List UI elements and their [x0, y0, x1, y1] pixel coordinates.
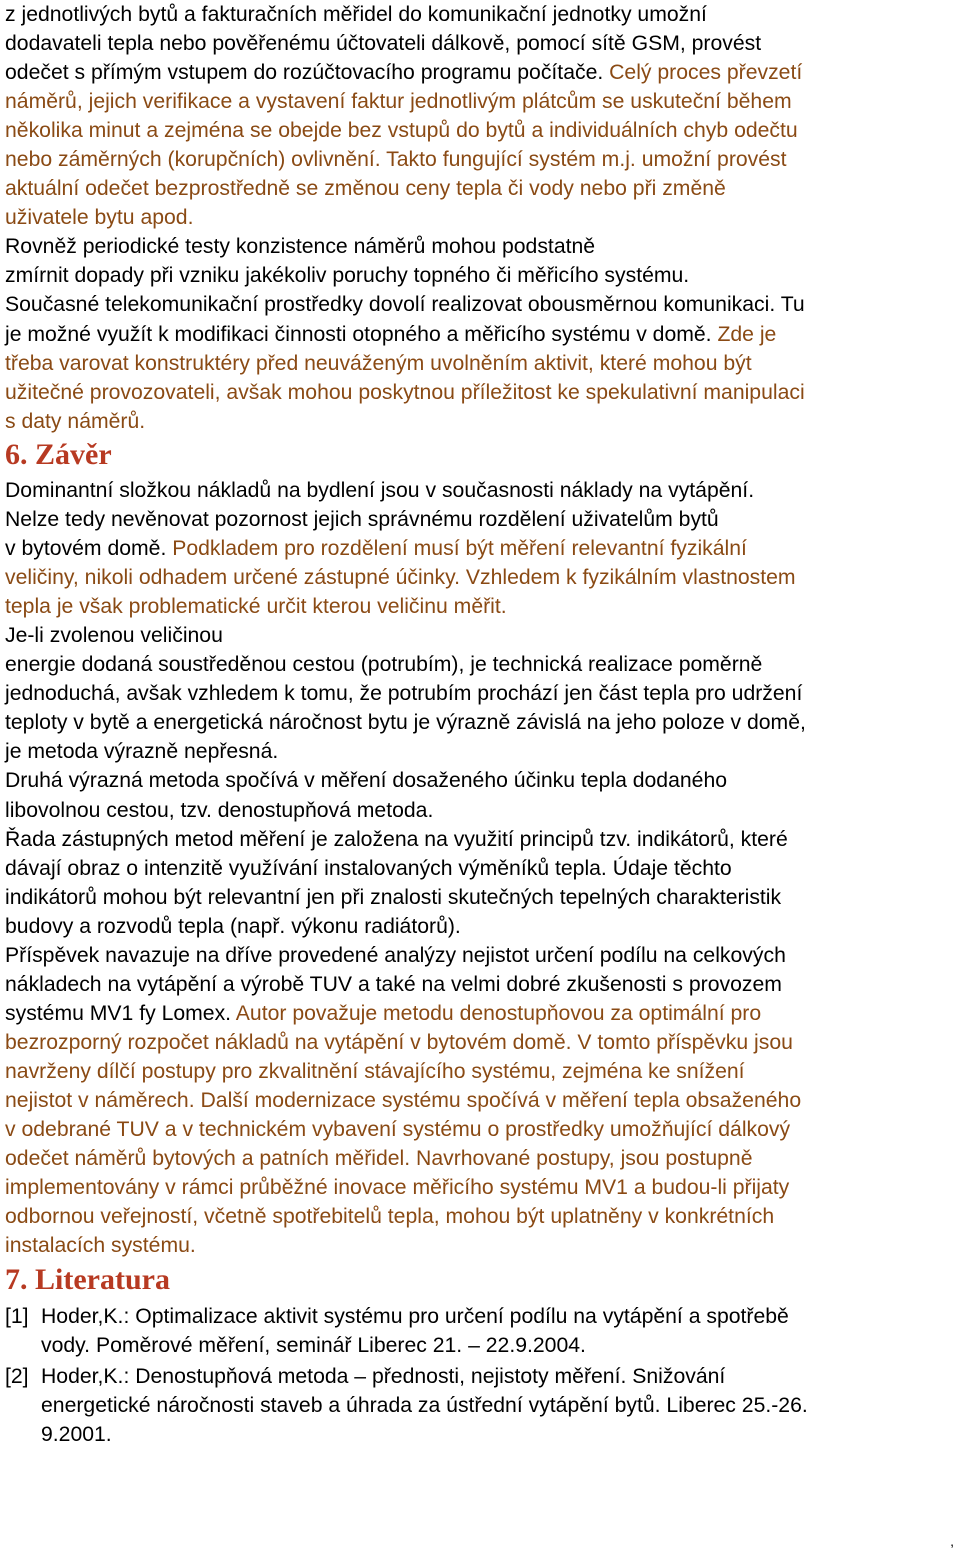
highlighted-text-segment: v odebrané TUV a v technickém vybavení systému o prostředky umožňující dálkový: [5, 1118, 791, 1142]
text-segment: Řada zástupných metod měření je založena na využití principů tzv. indikátorů, které: [5, 827, 788, 851]
text-segment: Současné telekomunikační prostředky dovolí realizovat obousměrnou komunikaci. Tu: [5, 293, 805, 317]
text-line: [5, 29, 805, 58]
reference-number: [2]: [5, 1365, 29, 1389]
text-line: [5, 232, 805, 261]
text-line: [5, 883, 806, 912]
highlighted-text-segment: odbornou veřejností, včetně spotřebitelů tepla, mohou být uplatněny v konkrétních: [5, 1205, 775, 1229]
text-segment: v bytovém domě.: [5, 537, 173, 561]
section-7-heading: 7. Literatura: [5, 1263, 170, 1296]
highlighted-text-segment: s daty náměrů.: [5, 409, 146, 433]
text-line: [5, 1231, 806, 1260]
text-segment: libovolnou cestou, tzv. denostupňová metoda.: [5, 798, 434, 822]
text-line: [5, 145, 805, 174]
text-segment: je metoda výrazně nepřesná.: [5, 740, 279, 764]
text-line: [5, 766, 806, 795]
text-line: [5, 378, 805, 407]
text-segment: Je-li zvolenou veličinou: [5, 624, 223, 648]
text-segment: Příspěvek navazuje na dříve provedené analýzy nejistot určení podílu na celkových: [5, 943, 786, 967]
text-line: [5, 534, 806, 563]
text-line: [5, 203, 805, 232]
text-line: [5, 407, 805, 436]
text-line: [5, 592, 806, 621]
highlighted-text-segment: nejistot v náměrech. Další modernizace systému spočívá v měření tepla obsaženého: [5, 1088, 802, 1112]
highlighted-text-segment: náměrů, jejich verifikace a vystavení faktur jednotlivým plátcům se uskuteční během: [5, 90, 792, 114]
text-line: [5, 941, 806, 970]
text-line: [5, 116, 805, 145]
reference-text: energetické náročnosti staveb a úhrada za ústřední vytápění bytů. Liberec 25.-26.: [41, 1394, 808, 1418]
text-line: [5, 1028, 806, 1057]
text-line: [5, 320, 805, 349]
highlighted-text-segment: Autor považuje metodu denostupňovou za optimální pro: [235, 1001, 762, 1025]
highlighted-text-segment: navrženy dílčí postupy pro zkvalitnění stávajícího systému, zejména ke snížení: [5, 1059, 745, 1083]
text-line: [5, 1173, 806, 1202]
text-segment: Rovněž periodické testy konzistence náměrů mohou podstatně: [5, 235, 596, 259]
text-segment: zmírnit dopady při vzniku jakékoliv poruchy topného či měřicího systému.: [5, 264, 690, 288]
text-line: [5, 708, 806, 737]
text-segment: energie dodaná soustředěnou cestou (potrubím), je technická realizace poměrně: [5, 653, 763, 677]
text-line: [5, 290, 805, 319]
highlighted-text-segment: implementovány v rámci průběžné inovace měřicího systému MV1 a budou-li přijaty: [5, 1176, 790, 1200]
text-segment: indikátorů mohou být relevantní jen při znalosti skutečných tepelných charakteristik: [5, 885, 782, 909]
text-line: [5, 58, 805, 87]
text-segment: z jednotlivých bytů a fakturačních měřidel do komunikační jednotky umožní: [5, 3, 707, 26]
text-segment: systému MV1 fy Lomex.: [5, 1001, 236, 1025]
text-line: [5, 0, 805, 29]
section-7: [5, 1262, 808, 1451]
highlighted-text-segment: Podkladem pro rozdělení musí být měření relevantní fyzikální: [172, 537, 747, 561]
reference-text: Hoder,K.: Optimalizace aktivit systému pro určení podílu na vytápění a spotřebě: [41, 1305, 789, 1328]
text-line: [5, 679, 806, 708]
highlighted-text-segment: několika minut a zejména se obejde bez vstupů do bytů a individuálních chyb odečtu: [5, 119, 798, 143]
highlighted-text-segment: veličiny, nikoli odhadem určené zástupné účinky. Vzhledem k fyzikálním vlastnostem: [5, 566, 796, 590]
text-segment: je možné využít k modifikaci činnosti otopného a měřicího systému v domě.: [5, 322, 718, 346]
text-segment: dávají obraz o intenzitě využívání instalovaných výměníků tepla. Údaje těchto: [5, 856, 732, 880]
text-line: [5, 1115, 806, 1144]
highlighted-text-segment: užitečné provozovateli, avšak mohou poskytnou příležitost ke spekulativní manipulaci: [5, 380, 805, 404]
text-line: [5, 970, 806, 999]
highlighted-text-segment: instalacích systému.: [5, 1234, 196, 1258]
text-segment: Nelze tedy nevěnovat pozornost jejich správnému rozdělení uživatelům bytů: [5, 508, 719, 532]
text-line: [5, 261, 805, 290]
reference-text: 9.2001.: [41, 1423, 112, 1447]
text-line: [5, 174, 805, 203]
reference-text: vody. Poměrové měření, seminář Liberec 21. – 22.9.2004.: [41, 1334, 586, 1358]
text-segment: Druhá výrazná metoda spočívá v měření dosaženého účinku tepla dodaného: [5, 769, 728, 793]
text-line: [5, 1086, 806, 1115]
text-segment: dodavateli tepla nebo pověřenému účtovateli dálkově, pomocí sítě GSM, provést: [5, 32, 762, 56]
reference-item: [5, 1302, 808, 1360]
text-line: [5, 737, 806, 766]
highlighted-text-segment: třeba varovat konstruktéry před neuváženým uvolněním aktivit, které mohou být: [5, 351, 752, 375]
text-segment: Dominantní složkou nákladů na bydlení jsou v současnosti náklady na vytápění.: [5, 479, 755, 502]
section-previous-text: [5, 0, 805, 436]
text-line: [5, 621, 806, 650]
reference-first-line: [5, 1362, 808, 1391]
text-line: [5, 563, 806, 592]
reference-first-line: [5, 1302, 808, 1331]
text-line: [5, 1144, 806, 1173]
highlighted-text-segment: uživatele bytu apod.: [5, 206, 194, 230]
highlighted-text-segment: bezrozporný rozpočet nákladů na vytápění v bytovém domě. V tomto příspěvku jsou: [5, 1030, 793, 1054]
highlighted-text-segment: nebo záměrných (korupčních) ovlivnění. Takto fungující systém m.j. umožní provést: [5, 148, 787, 172]
text-segment: jednoduchá, avšak vzhledem k tomu, že potrubím prochází jen část tepla pro udržení: [5, 682, 803, 706]
text-segment: budovy a rozvodů tepla (např. výkonu radiátorů).: [5, 914, 461, 938]
corner-mark: ,: [950, 1533, 954, 1549]
text-line: [5, 854, 806, 883]
text-line: [5, 1202, 806, 1231]
text-segment: nákladech na vytápění a výrobě TUV a také na velmi dobré zkušenosti s provozem: [5, 972, 782, 996]
text-segment: teploty v bytě a energetická náročnost bytu je výrazně závislá na jeho poloze v domě,: [5, 711, 806, 735]
text-line: [5, 796, 806, 825]
text-line: [5, 505, 806, 534]
reference-number: [1]: [5, 1305, 29, 1328]
section-6-heading: 6. Závěr: [5, 438, 112, 471]
text-line: [5, 825, 806, 854]
text-line: [5, 1057, 806, 1086]
text-line: [5, 912, 806, 941]
highlighted-text-segment: aktuální odečet bezprostředně se změnou ceny tepla či vody nebo při změně: [5, 177, 726, 201]
highlighted-text-segment: tepla je však problematické určit kterou veličinu měřit.: [5, 595, 507, 619]
text-line: [5, 476, 806, 505]
reference-text: Hoder,K.: Denostupňová metoda – přednosti, nejistoty měření. Snižování: [41, 1365, 726, 1389]
text-line: [5, 999, 806, 1028]
highlighted-text-segment: Celý proces převzetí: [609, 61, 803, 85]
highlighted-text-segment: Zde je: [717, 322, 777, 346]
text-segment: odečet s přímým vstupem do rozúčtovacího programu počítače.: [5, 61, 610, 85]
text-line: [5, 650, 806, 679]
text-line: [5, 349, 805, 378]
section-6: [5, 437, 806, 1260]
reference-item: [5, 1362, 808, 1449]
highlighted-text-segment: odečet náměrů bytových a patních měřidel. Navrhované postupy, jsou postupně: [5, 1147, 753, 1171]
text-line: [5, 87, 805, 116]
